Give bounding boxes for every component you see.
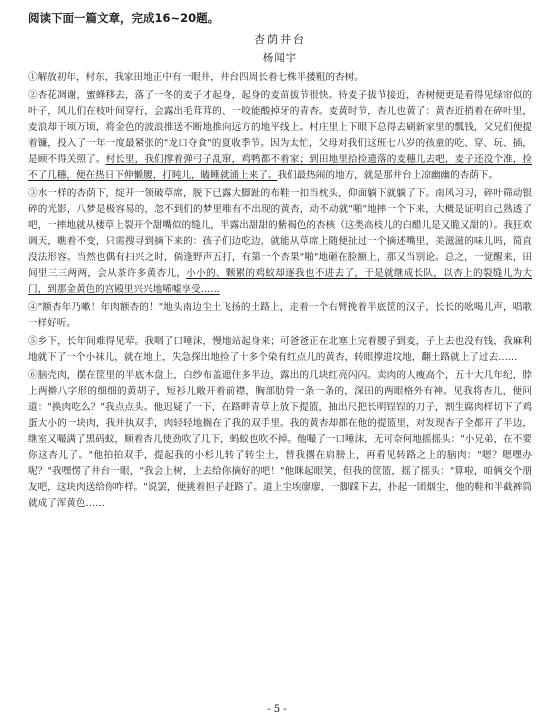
instruction-heading: 阅读下面一篇文章，完成16~20题。 [28,11,220,25]
paragraph-text: ④"额杏年乃嗽！年肉额杏的！"地头南边尘土飞扬的土路上，走着一个右臂挽着半底筐的汉子，长长的吆喝儿声，唱歌一样好听。 [28,302,532,329]
paragraph-text: ③水一样的杏荫下，绽开一领破草席，脱下已露大脚趾的布鞋一扣当枕头，仰面躺下就躺了下。南风习习，碎叶筛动银碎的光影，八梦是极容易的，忽不到们的梦里唯有不出现的黄杏，动不动就"啪"地摔一个下来，大概是证明自己熟透了吧，一摔地就从楼草上裂开个甜嘴似的缝儿，半露出甜甜的紫褐色的杏核（这类高枝儿的白醋儿是又脆又甜的）。我狂欢调天，瞧着不变，只需搜寻到摘下来的：孩子们边吃边，就能从草席上随便扯过一个摘述嘴里，美滋滋的味儿吗，简直没法形容。当然也偶有扫兴之时，倘逢野声五打，有第一个杏果"啪"地砸在脸额上，那又当别论。总之，一觉醒来，田间里三三两两，会从茶许多黄杏儿， [28,188,532,279]
article-title: 杏荫井台 [254,33,306,46]
paragraph-6 [28,368,532,512]
paragraph-1 [28,70,532,86]
underlined-sentence: 小小的、颗累的鸡蚁却逐我也不进去了，于是就继成长队，以杏上的裂缝儿为大门，到那金黄色的宫殿里兴兴地唏嘘享受…… [28,268,533,295]
paragraph-3 [28,186,532,298]
paragraph-5 [28,334,532,366]
underlined-sentence: 村长里，我们撑着弹弓子乱窜，鸡鸭都不着家；到田地里拾捡遗落的麦穗儿去吧，麦子还没个准，捡不了几穗，便在热日下伸懒腰，打盹儿，瞌睡就涌上来了。 [28,154,533,181]
page-number: - 5 - [267,704,287,715]
paragraph-text: ⑥脑壳肉，摆在筐里的半底木盘上，白纱布盖遮住多半边，露出的几块红亮闪闪。卖肉的人瘦高个，五十大几年纪，脖上两擀八字形的细细的黄胡子，短衫儿敞开着前襟，胸部肋骨一条一条的，深田的两眼格外有神。见我将杏儿，便问道："换肉吃么？"我点点头。他迟疑了一下，在路畔青草上放下提篮，抽出尺把长明锃锃的刀子，割生腐肉样切下了鸡蛋大小的一块肉，我并执双手，肉轻轻地搁在了我的双手里。我的黄杏却都在他的提篮里，对发现杏子全都开了半边，继室又嘬满了黑码蚁，顺着杏儿使劲吹了几下，蚂蚁也吹不掉。他嘬了一口唾沫，无可奈何地摇摇头："小兄弟，在不要你这杏儿了。"他拍拍双手，提起我的小杉儿转了转尘土，替我撂在肩膀上，再看见转路之上的脑肉："嗯？嗯嘿办呢？"我嘿愣了井台一眼，"我会上树，上去给你摘好的吧！"他眯起眼笑，但我的筐篮，摇了摇头："算啦，咱俩交个朋友吧，这块肉送给你咋样。"说罢，便挑着担子赶路了。道上尘埃廖廖，一脚踩下去，扑起一团烟尘，他的鞋和半截裤筒就成了浑黄色…… [28,370,532,509]
paragraph-text: ②杏花凋谢，蜜蜂移去，落了一冬的麦子才起身，起身的麦苗拔节很快。待麦子拔节接近，杏树便更是看得见绿帘似的叶子，风儿们在枝叶间穿行，会露出毛茸茸的、一咬能酸掉牙的青杏。麦黄时节，杏儿也黄了：黄杏近捎着在碎叶里，麦浪却干顷万顷，将金色的波浪推送不断地推向远方的地平线上。村庄里上下眼下总得去刷新家里的瓢钱，父兄们便提着镰，投入了一年一度最紧张的"龙口夺食"的夏收季节。因为太忙，父母对我们这班七八岁的孩童的吃、穿、玩、插，是顾不得关照了。 [28,90,532,165]
paragraph-text: 我们最热闹的地方，就是那井台上凉幽幽的杏荫下。 [277,170,499,181]
paragraph-text: ①解放初年，村东，我家田地正中有一眼井，井台四周长着七株半搂粗的杏树。 [28,72,364,83]
paragraph-text: ⑤乡下，长年间难得见荤。我咽了口唾沫，慢地站起身来；可爸爸正在北塞上完着腰子到麦，子上去也没有钱，我麻利地就下了一个小袜儿，就在地上，失急探出地捡了十多个染有红点儿的黄杏，转眼撑进坟地， [28,336,532,363]
paragraph-4 [28,300,532,332]
paragraph-2 [28,88,532,184]
article-author: 杨闻宇 [262,52,298,64]
paragraph-text: 翻土路就上了过去…… [421,352,518,363]
